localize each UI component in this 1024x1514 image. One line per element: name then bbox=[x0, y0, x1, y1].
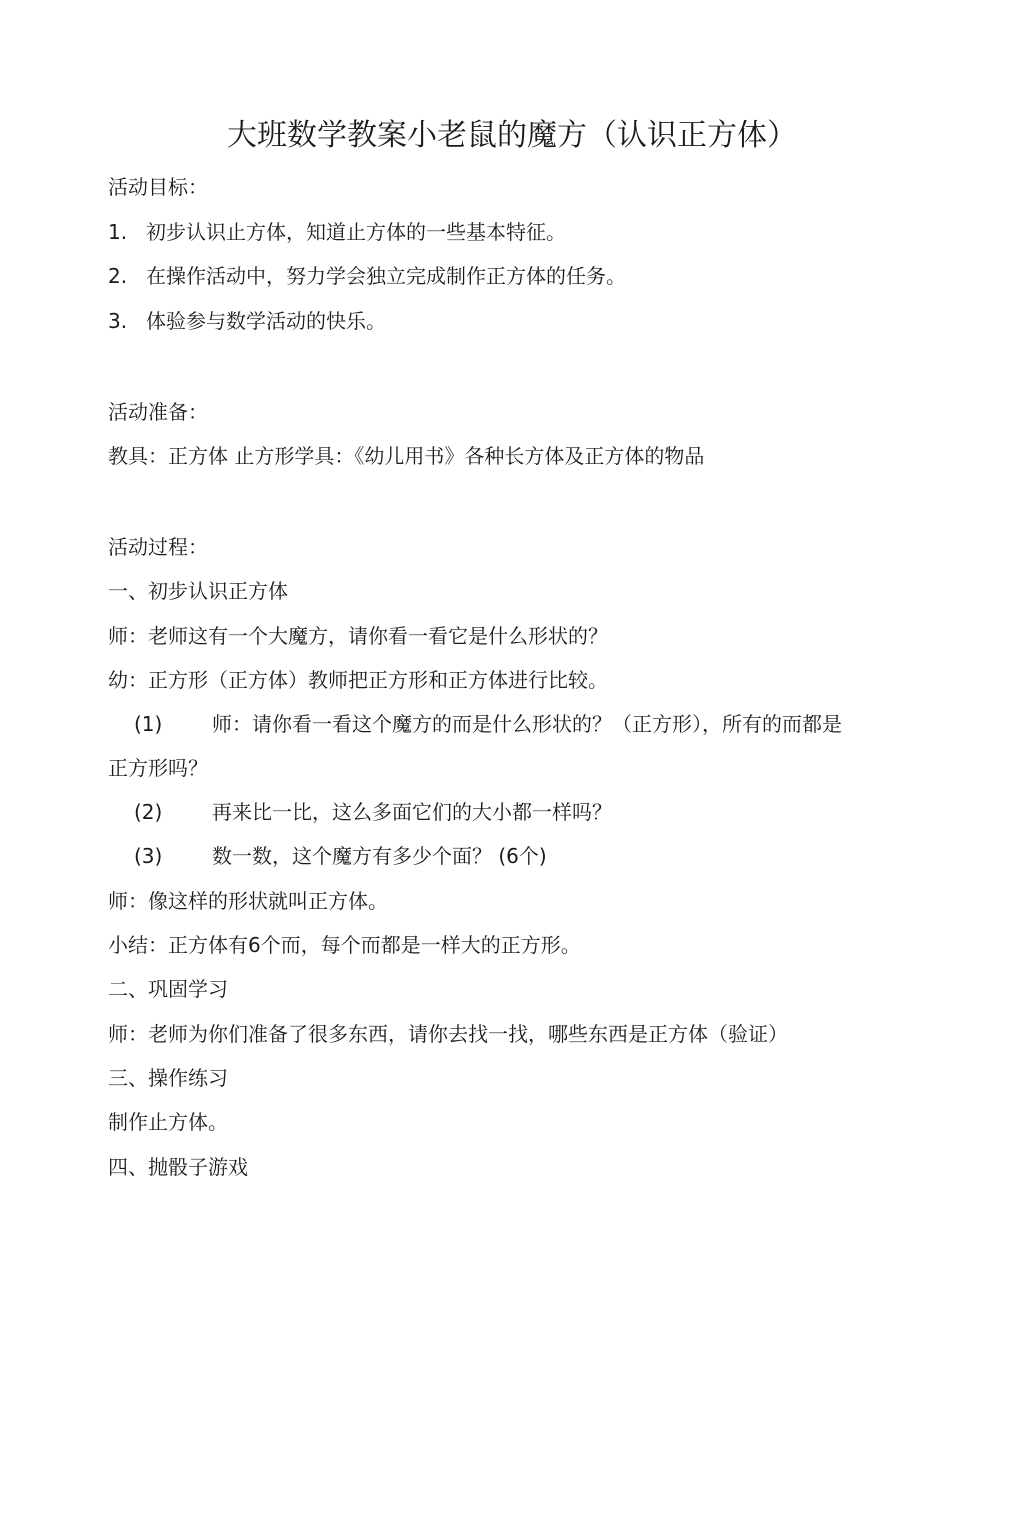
goal-number: 2. bbox=[108, 264, 128, 288]
goal-item-1 bbox=[108, 217, 566, 247]
goal-text: 体验参与数学活动的快乐。 bbox=[146, 309, 386, 333]
document-title: 大班数学教案小老鼠的魔方（认识正方体） bbox=[227, 118, 797, 153]
process-line: 师：老师为你们准备了很多东西，请你去找一找，哪些东西是正方体（验证） bbox=[108, 1022, 788, 1046]
goals-heading: 活动目标： bbox=[108, 175, 208, 199]
goal-number: 1. bbox=[108, 220, 128, 244]
process-line: 幼：正方形（正方体）教师把正方形和正方体进行比较。 bbox=[108, 668, 608, 692]
question-number: (2) bbox=[134, 800, 163, 824]
question-text: 再来比一比，这么多面它们的大小都一样吗？ bbox=[212, 800, 612, 824]
question-text: 数一数，这个魔方有多少个面？ (6个) bbox=[212, 844, 547, 868]
summary-line: 小结：正方体有6个而，每个而都是一样大的正方形。 bbox=[108, 933, 581, 957]
prep-text: 教具：正方体 止方形学具：《幼儿用书》各种长方体及正方体的物品 bbox=[108, 444, 705, 468]
goal-item-3 bbox=[108, 306, 386, 336]
prep-heading: 活动准备： bbox=[108, 400, 208, 424]
question-text: 师：请你看一看这个魔方的而是什么形状的？（正方形），所有的而都是 bbox=[212, 712, 842, 736]
process-line: 师：老师这有一个大魔方，请你看一看它是什么形状的？ bbox=[108, 624, 608, 648]
section-heading-1: 一、初步认识正方体 bbox=[108, 579, 288, 603]
goal-text: 初步认识止方体，知道止方体的一些基本特征。 bbox=[146, 220, 566, 244]
goal-text: 在操作活动中，努力学会独立完成制作正方体的任务。 bbox=[146, 264, 626, 288]
process-heading: 活动过程： bbox=[108, 535, 208, 559]
question-number: (3) bbox=[134, 844, 163, 868]
goal-item-2 bbox=[108, 261, 626, 291]
section-heading-2: 二、巩固学习 bbox=[108, 977, 228, 1001]
process-line: 师：像这样的形状就叫正方体。 bbox=[108, 889, 388, 913]
question-number: (1) bbox=[134, 712, 163, 736]
question-continuation: 正方形吗？ bbox=[108, 756, 208, 780]
section-heading-4: 四、抛骰子游戏 bbox=[108, 1155, 248, 1179]
goal-number: 3. bbox=[108, 309, 128, 333]
section-heading-3: 三、操作练习 bbox=[108, 1066, 228, 1090]
process-line: 制作止方体。 bbox=[108, 1110, 228, 1134]
